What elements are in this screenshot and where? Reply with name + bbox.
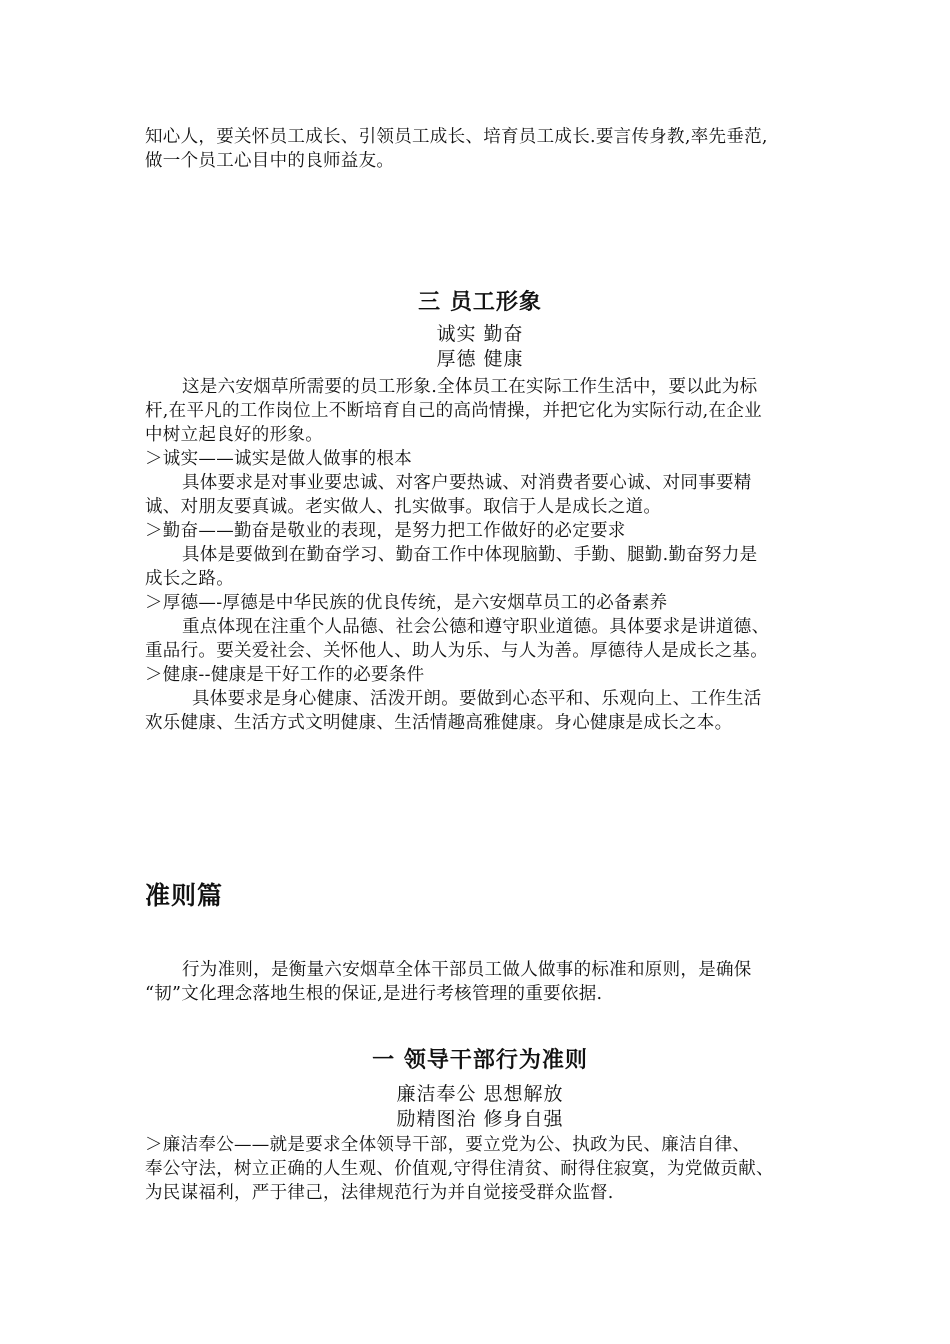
item-title-honesty: ＞诚实——诚实是做人做事的根本 — [145, 449, 412, 469]
body-line: 具体要求是身心健康、活泼开朗。要做到心态平和、乐观向上、工作生活 — [192, 689, 762, 709]
body-line: 杆,在平凡的工作岗位上不断培育自己的高尚情操，并把它化为实际行动,在企业 — [145, 401, 762, 421]
body-line: 为民谋福利，严于律己，法律规范行为并自觉接受群众监督. — [145, 1183, 614, 1203]
section3-motto — [145, 322, 815, 372]
body-line: 具体要求是对事业要忠诚、对客户要热诚、对消费者要心诚、对同事要精 — [182, 473, 752, 493]
intro-line: 知心人，要关怀员工成长、引领员工成长、培育员工成长.要言传身教,率先垂范, — [145, 127, 768, 147]
body-line: 这是六安烟草所需要的员工形象.全体员工在实际工作生活中，要以此为标 — [182, 377, 758, 397]
item-title-diligence: ＞勤奋——勤奋是敬业的表现，是努力把工作做好的必定要求 — [145, 521, 626, 541]
chapter-intro — [145, 958, 815, 1006]
body-line: 重点体现在注重个人品德、社会公德和遵守职业道德。具体要求是讲道德、 — [182, 617, 770, 637]
body-line: ＞廉洁奉公——就是要求全体领导干部，要立党为公、执政为民、廉洁自律、 — [145, 1135, 751, 1155]
motto-line: 励精图治 修身自强 — [396, 1108, 564, 1130]
item-title-health: ＞健康--健康是干好工作的必要条件 — [145, 665, 425, 685]
motto-line: 诚实 勤奋 — [436, 323, 524, 345]
body-line: 重品行。要关爱社会、关怀他人、助人为乐、与人为善。厚德待人是成长之基。 — [145, 641, 768, 661]
body-line: 行为准则，是衡量六安烟草全体干部员工做人做事的标准和原则，是确保 — [182, 960, 752, 980]
section1-body — [145, 1133, 815, 1205]
body-line: 诚、对朋友要真诚。老实做人、扎实做事。取信于人是成长之道。 — [145, 497, 662, 517]
body-line: 奉公守法，树立正确的人生观、价值观,守得住清贫、耐得住寂寞，为党做贡献、 — [145, 1159, 774, 1179]
section1-motto — [145, 1082, 815, 1132]
section-heading-leader-conduct: 一 领导干部行为准则 — [372, 1048, 588, 1073]
body-line: 成长之路。 — [145, 569, 234, 589]
section3-body — [145, 375, 815, 735]
chapter-title: 准则篇 — [145, 881, 224, 910]
motto-line: 廉洁奉公 思想解放 — [396, 1083, 564, 1105]
body-line: 具体是要做到在勤奋学习、勤奋工作中体现脑勤、手勤、腿勤.勤奋努力是 — [182, 545, 758, 565]
body-line: 中树立起良好的形象。 — [145, 425, 323, 445]
intro-paragraph — [145, 125, 815, 173]
motto-line: 厚德 健康 — [436, 348, 524, 370]
section-heading-employee-image: 三 员工形象 — [418, 290, 542, 315]
body-line: 欢乐健康、生活方式文明健康、生活情趣高雅健康。身心健康是成长之本。 — [145, 713, 733, 733]
body-line: “韧”文化理念落地生根的保证,是进行考核管理的重要依据. — [145, 984, 603, 1004]
intro-line: 做一个员工心目中的良师益友。 — [145, 151, 395, 171]
item-title-virtue: ＞厚德—-厚德是中华民族的优良传统，是六安烟草员工的必备素养 — [145, 593, 668, 613]
